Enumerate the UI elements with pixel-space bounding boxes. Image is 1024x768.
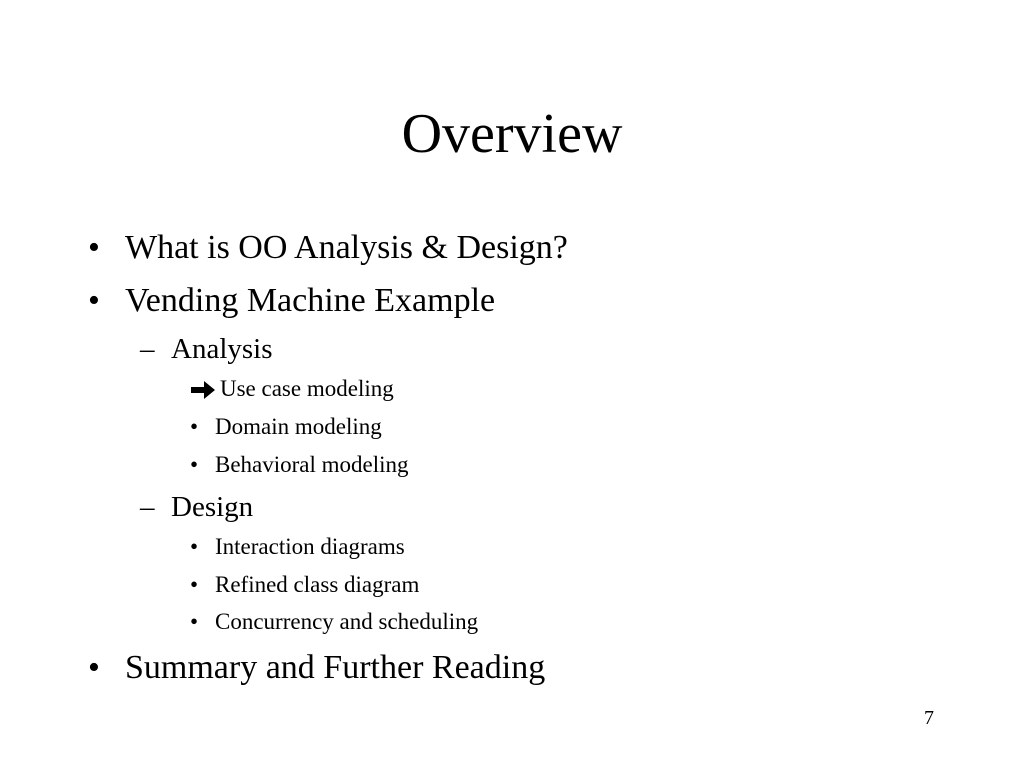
bullet-marker: • [88, 229, 100, 266]
outline-subitem-label: Design [171, 491, 254, 523]
outline-subsubitem-label: Refined class diagram [215, 572, 420, 597]
bullet-marker: • [190, 534, 199, 559]
bullet-marker: • [190, 572, 199, 597]
outline-item-label: What is OO Analysis & Design? [125, 229, 568, 266]
outline-subsubitem-label: Behavioral modeling [215, 452, 409, 477]
outline-subsubitem-label: Concurrency and scheduling [215, 609, 479, 634]
bullet-marker: • [190, 452, 199, 477]
bullet-marker: • [88, 282, 100, 319]
outline-subsubitem-label: Use case modeling [220, 376, 394, 401]
outline-subsubitem-label: Domain modeling [215, 414, 382, 439]
page-number: 7 [924, 707, 934, 729]
outline-item-label: Vending Machine Example [125, 282, 496, 319]
slide-title: Overview [401, 103, 623, 165]
outline-subitem-label: Analysis [171, 333, 273, 365]
dash-marker: – [140, 491, 155, 523]
outline-item-label: Summary and Further Reading [125, 649, 546, 686]
arrow-right-icon [190, 379, 216, 399]
dash-marker: – [140, 333, 155, 365]
bullet-marker: • [190, 609, 199, 634]
bullet-marker: • [88, 649, 100, 686]
outline-subsubitem-label: Interaction diagrams [215, 534, 405, 559]
bullet-marker: • [190, 414, 199, 439]
